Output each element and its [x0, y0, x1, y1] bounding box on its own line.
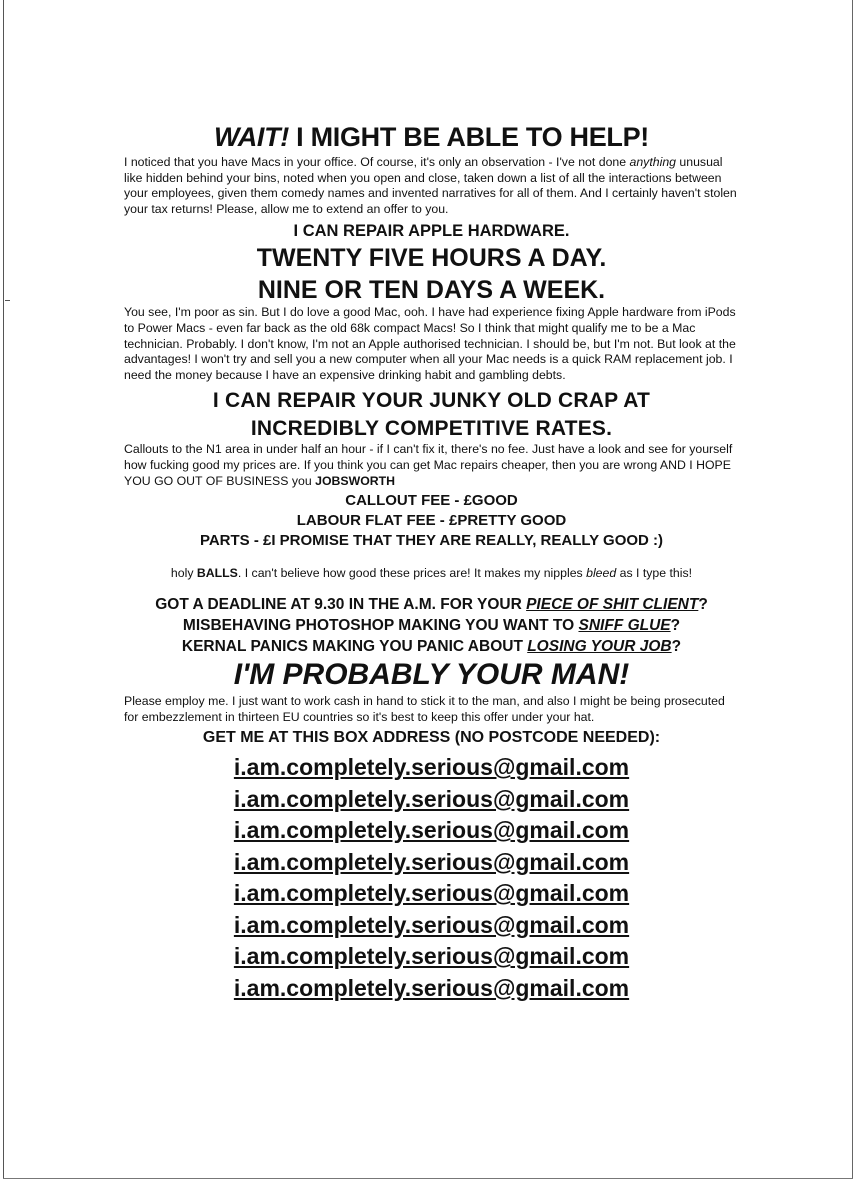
fee-callout: CALLOUT FEE - £GOOD [345, 492, 518, 510]
email-address[interactable]: i.am.completely.serious@gmail.com [233, 943, 630, 970]
junky-heading-2: INCREDIBLY COMPETITIVE RATES. [250, 417, 613, 441]
fee-labour: LABOUR FLAT FEE - £PRETTY GOOD [296, 512, 567, 530]
deadline-line-3 [124, 637, 739, 656]
get-me-heading: GET ME AT THIS BOX ADDRESS (NO POSTCODE NEEDED): [202, 729, 661, 747]
probably-your-man: I'M PROBABLY YOUR MAN! [233, 658, 630, 692]
email-address[interactable]: i.am.completely.serious@gmail.com [233, 880, 630, 907]
page-border-left [3, 0, 4, 1178]
flyer-document [124, 122, 739, 1004]
deadline-3-post: ? [671, 638, 682, 656]
email-list [124, 752, 739, 1004]
page-border-right [852, 0, 853, 1178]
email-address[interactable]: i.am.completely.serious@gmail.com [233, 754, 630, 781]
deadline-line-2 [124, 616, 739, 635]
page-border-bottom [3, 1178, 853, 1179]
main-heading [124, 122, 739, 152]
balls-text-c: . I can't believe how good these prices are! It makes my nipples [237, 566, 587, 581]
intro-text-1: I noticed that you have Macs in your office. Of course, it's only an observation - I've not done [124, 155, 630, 169]
deadline-2-underlined: SNIFF GLUE [578, 617, 671, 635]
deadline-3-underlined: LOSING YOUR JOB [527, 638, 672, 656]
deadline-1-underlined: PIECE OF SHIT CLIENT [526, 596, 699, 614]
balls-text-a: holy [170, 566, 197, 581]
heading-rest: I MIGHT BE ABLE TO HELP! [288, 122, 649, 152]
email-address[interactable]: i.am.completely.serious@gmail.com [233, 817, 630, 844]
employ-paragraph: Please employ me. I just want to work cash in hand to stick it to the man, and also I might be being prosecuted for embezzlement in thirteen EU countries so it's best to keep this offer under your hat. [124, 694, 725, 724]
deadline-line-1 [124, 595, 739, 614]
callout-paragraph [124, 442, 739, 489]
second-paragraph: You see, I'm poor as sin. But I do love a good Mac, ooh. I have had experience fixing Apple hardware from iPods to Power Macs - even far back as the old 68k compact Macs! So I think that might qualify me to be a Mac technician. Probably. I don't know, I'm not an Apple authorised technician. I should be, but I'm not. But look at the advantages! I won't try and sell you a new computer when all your Mac needs is a quick RAM replacement job. I need the money because I have an expensive drinking habit and gambling debts. [124, 305, 736, 382]
deadline-3-pre: KERNAL PANICS MAKING YOU PANIC ABOUT [181, 638, 528, 656]
hours-line-2: NINE OR TEN DAYS A WEEK. [257, 276, 606, 305]
balls-text-d: bleed [586, 566, 617, 581]
fee-parts: PARTS - £I PROMISE THAT THEY ARE REALLY, REALLY GOOD :) [199, 532, 664, 550]
callout-text: Callouts to the N1 area in under half an hour - if I can't fix it, there's no fee. Just have a look and see for yourself how fucking good my prices are. If you think you can get Mac repairs cheaper, then you are wrong AND I HOPE YOU GO OUT OF BUSINESS you [124, 442, 733, 488]
email-address[interactable]: i.am.completely.serious@gmail.com [233, 974, 630, 1001]
repair-heading: I CAN REPAIR APPLE HARDWARE. [293, 222, 570, 241]
fee-list [124, 491, 739, 551]
email-address[interactable]: i.am.completely.serious@gmail.com [233, 848, 630, 875]
intro-text-2: unusual like hidden behind your bins, noted when you open and close, taken down a list of all the interactions between your employees, given them comedy names and invented narratives for all of them. And I certainly haven't stolen your tax returns! Please, allow me to extend an offer to you. [124, 155, 737, 216]
balls-line [124, 565, 739, 581]
deadline-list [124, 595, 739, 656]
deadline-2-pre: MISBEHAVING PHOTOSHOP MAKING YOU WANT TO [182, 617, 579, 635]
balls-text-e: as I type this! [616, 566, 693, 581]
margin-mark [5, 300, 10, 301]
deadline-1-pre: GOT A DEADLINE AT 9.30 IN THE A.M. FOR YOUR [155, 596, 527, 614]
intro-paragraph [124, 155, 739, 217]
hours-line-1: TWENTY FIVE HOURS A DAY. [256, 244, 607, 273]
email-address[interactable]: i.am.completely.serious@gmail.com [233, 911, 630, 938]
junky-heading-1: I CAN REPAIR YOUR JUNKY OLD CRAP AT [212, 389, 651, 413]
email-address[interactable]: i.am.completely.serious@gmail.com [233, 785, 630, 812]
deadline-1-post: ? [698, 596, 708, 614]
callout-jobsworth: JOBSWORTH [315, 473, 396, 488]
deadline-2-post: ? [670, 617, 681, 635]
intro-text-emphasis: anything [629, 155, 676, 169]
balls-text-b: BALLS [196, 566, 238, 581]
heading-wait: WAIT! [214, 122, 289, 152]
